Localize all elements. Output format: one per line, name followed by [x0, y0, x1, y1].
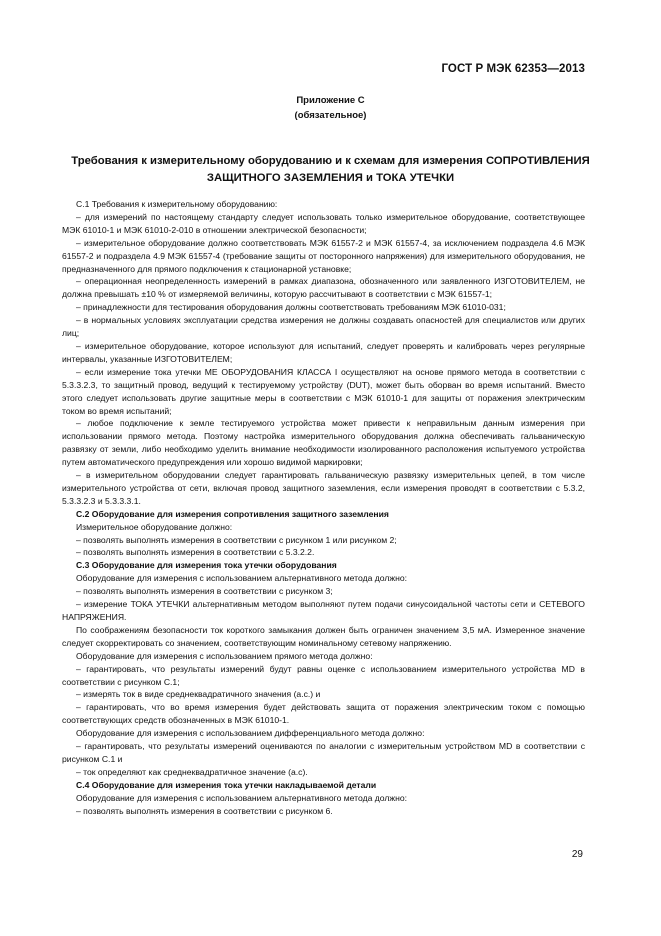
paragraph: – измерительное оборудование должно соответствовать МЭК 61557-2 и МЭК 61557-4, за исключением подраздела 4.6 МЭК 61557-2 и подраздела 4.9 МЭК 61557-4 (требование защиты от посторонного напряжения) для измерительного оборудования, не предназначенного для прямого подключения к стационарной установке; [62, 237, 585, 274]
appendix-title: Приложение С [296, 95, 365, 106]
page-number: 29 [571, 849, 583, 860]
paragraph: – гарантировать, что во время измерения будет действовать защита от поражения электрическим током с помощью соответствующих средств обозначенных в МЭК 61010-1. [62, 702, 585, 726]
section-heading: С.2 Оборудование для измерения сопротивления защитного заземления [76, 508, 389, 519]
paragraph: – в нормальных условиях эксплуатации средства измерения не должны создавать опасностей для специалистов или других лиц; [62, 315, 585, 339]
document-title [0, 153, 661, 186]
paragraph: – позволять выполнять измерения в соответствии с 5.3.2.2. [76, 547, 315, 558]
title-line-1: Требования к измерительному оборудованию и к схемам для измерения СОПРОТИВЛЕНИЯ [71, 155, 590, 167]
paragraph: – измерение ТОКА УТЕЧКИ альтернативным методом выполняют путем подачи синусоидальной частоты сети и СЕТЕВОГО НАПРЯЖЕНИЯ. [62, 599, 585, 622]
paragraph: По соображениям безопасности ток короткого замыкания должен быть ограничен значением 3,5 мА. Измеренное значение следует скорректировать со значением, соответствующим номинальному сетевому напряжению. [62, 624, 585, 648]
paragraph: – принадлежности для тестирования оборудования должны соответствовать требованиям МЭК 61010-031; [76, 302, 506, 313]
appendix-heading [0, 93, 661, 123]
paragraph: – для измерений по настоящему стандарту следует использовать только измерительное оборудование, соответствующее МЭК 61010-1 и МЭК 61010-2-010 в отношении электрической безопасности; [62, 211, 585, 235]
paragraph: Оборудование для измерения с использованием прямого метода должно: [76, 650, 373, 661]
section-heading: С.3 Оборудование для измерения тока утечки оборудования [76, 560, 337, 571]
section-heading: С.4 Оборудование для измерения тока утечки накладываемой детали [76, 779, 377, 790]
title-line-2: ЗАЩИТНОГО ЗАЗЕМЛЕНИЯ и ТОКА УТЕЧКИ [206, 171, 455, 184]
paragraph: – гарантировать, что результаты измерений будут равны оценке с использованием измерительного устройства MD в соответствии с рисунком С.1; [62, 663, 585, 687]
paragraph: – ток определяют как среднеквадратичное значение (a.c). [76, 766, 308, 777]
paragraph: – в измерительном оборудовании следует гарантировать гальваническую развязку измерительных цепей, в том числе измерительного устройства от сети, включая провод защитного заземления, если измерения проводят в соответствии с 5.3.2, 5.3.3.2.3 и 5.3.3.3.1. [62, 470, 585, 506]
paragraph: – позволять выполнять измерения в соответствии с рисунком 3; [76, 586, 333, 597]
paragraph: – измерять ток в виде среднеквадратичного значения (a.c.) и [76, 689, 321, 700]
paragraph: – позволять выполнять измерения в соответствии с рисунком 1 или рисунком 2; [76, 534, 397, 545]
paragraph: Оборудование для измерения с использованием альтернативного метода должно: [76, 792, 408, 803]
paragraph: – измерительное оборудование, которое используют для испытаний, следует проверять и калибровать через регулярные интервалы, указанные ИЗГОТОВИТЕЛЕМ; [62, 340, 585, 364]
appendix-status: (обязательное) [294, 110, 367, 121]
paragraph: Оборудование для измерения с использованием альтернативного метода должно: [76, 573, 408, 584]
paragraph: Оборудование для измерения с использованием дифференциального метода должно: [76, 728, 425, 739]
paragraph: – операционная неопределенность измерений в рамках диапазона, обозначенного или заявленного ИЗГОТОВИТЕЛЕМ, не должна превышать ±10 % от измеряемой величины, которую рассчитывают в соответствии с МЭК 61557-1; [62, 276, 585, 300]
document-body [62, 198, 585, 818]
paragraph: С.1 Требования к измерительному оборудованию: [76, 199, 278, 209]
standard-code: ГОСТ Р МЭК 62353—2013 [441, 63, 585, 75]
paragraph: – если измерение тока утечки МЕ ОБОРУДОВАНИЯ КЛАССА I осуществляют на основе прямого метода в соответствии с 5.3.3.2.3, то защитный провод, ведущий к тестируемому устройству (DUT), может быть оборван во время испытаний. Вместо этого следует использовать другие защитные меры в соответствии с МЭК 61010-1 для защиты от поражения электрическим током во время испытаний; [62, 366, 585, 416]
paragraph: – любое подключение к земле тестируемого устройства может привести к неправильным данным измерения при использовании прямого метода. Поэтому настройка измерительного оборудования должна обеспечивать гальваническую развязку от земли, либо необходимо уделить внимание необходимости изолированного расположения испытуемого устройства путем автоматического предупреждения или хорошо видимой маркировки; [62, 418, 585, 468]
paragraph: – гарантировать, что результаты измерений оцениваются по аналогии с измерительным устройством MD в соответствии с рисунком С.1 и [62, 741, 585, 764]
paragraph: – позволять выполнять измерения в соответствии с рисунком 6. [76, 805, 333, 816]
paragraph: Измерительное оборудование должно: [76, 521, 233, 532]
